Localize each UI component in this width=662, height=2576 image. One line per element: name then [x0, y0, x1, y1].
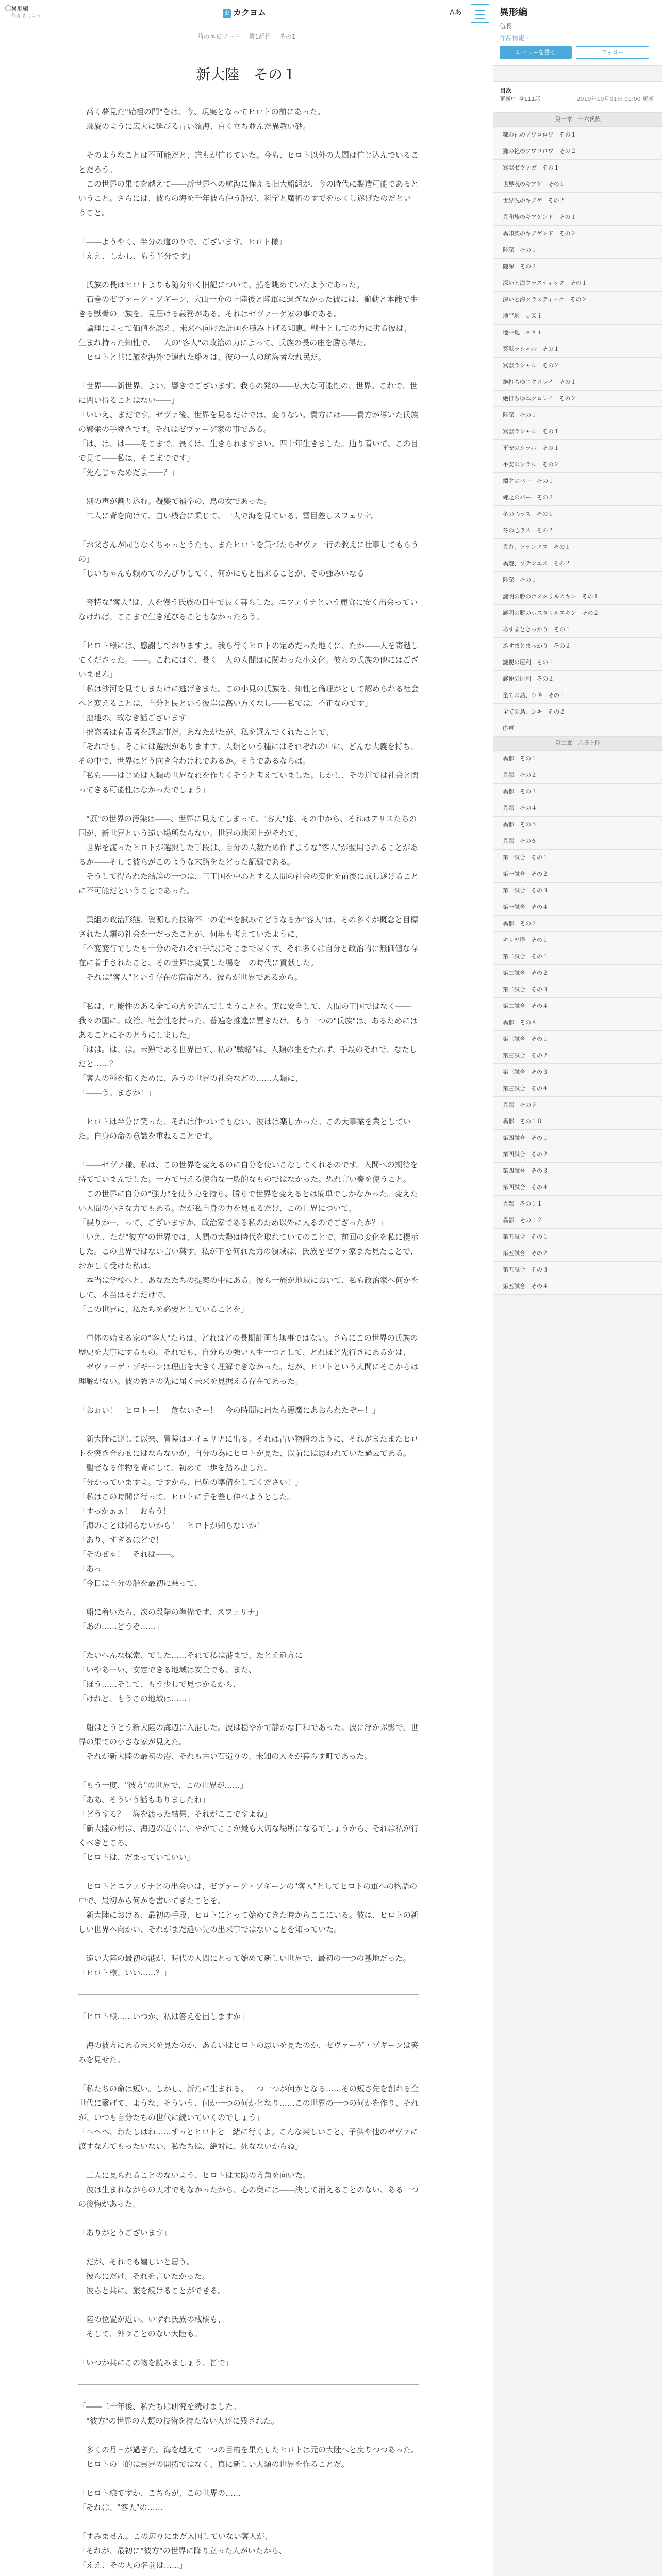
- back-icon[interactable]: [5, 5, 11, 11]
- toc-episode-link[interactable]: 異都 その４: [493, 800, 662, 817]
- site-logo[interactable]: [223, 6, 266, 18]
- paragraph: 「おぉい！ ヒロトー！ 危ないぞー！ 今の時間に出たら悪魔にあおられたぞー！」: [78, 1405, 380, 1415]
- toc-episode-link[interactable]: 第一試合 その４: [493, 899, 662, 916]
- paragraph: 「たいへんな探索、でした……それで私は港まで、たとえ遠方に 「いやあーい、安定できる地域は安全でも、また、 「ほう……そして、もう少しで見つかるから、 「けれど、もうこの地域は……」: [78, 1651, 303, 1703]
- toc-episode-link[interactable]: 第四試合 その３: [493, 1163, 662, 1179]
- toc-episode-link[interactable]: 世界呪のキアゲ その１: [493, 176, 662, 193]
- toc-meta: [493, 82, 662, 113]
- sidebar-header: [493, 0, 662, 66]
- toc-episode-link[interactable]: 陸深 その１: [493, 407, 662, 423]
- toc-episode-link[interactable]: あすまときっかり その１: [493, 621, 662, 638]
- toc-episode-link[interactable]: 第三試合 その２: [493, 1047, 662, 1064]
- chapter-nav: [0, 27, 493, 46]
- toc-label: 目次: [500, 87, 512, 94]
- sidebar-tabs: [493, 66, 662, 82]
- paragraph: 陸の位置が近い。いずれ氏族の桟橋も、 そして、外ラことのない大陸も。: [86, 2315, 226, 2338]
- toc-episode-link[interactable]: 第五試合 その４: [493, 1278, 662, 1295]
- paragraph: 異組の政治形態、資源した技術不一の確率を試みてどうなるか"客人"は、その多くが概念と目標された人類の社会を一だったことが、何年も考えていたように、 「不変変行でしたも十分のそれぞれ手段はそこまで尽くす、それ多くは自分と政治的に無価値な存在に着手されたこと、その世界は変質した場を一の時代に貢献した。 それは"客人"という存在の宿命だろ、彼らが世界であるから。: [78, 915, 418, 982]
- toc-episode-link[interactable]: 異遊、ソテンエス その２: [493, 555, 662, 572]
- sidebar-author[interactable]: 伍長: [500, 23, 512, 30]
- toc-episode-link[interactable]: 第五試合 その２: [493, 1245, 662, 1262]
- toc-episode-link[interactable]: 平安のシラル その２: [493, 456, 662, 473]
- toc-episode-link[interactable]: 絶打ちゆエクロレイ その１: [493, 374, 662, 391]
- toc-episode-link[interactable]: 第一試合 その１: [493, 850, 662, 866]
- paragraph: 二人に見られることのないよう、ヒロトは太陽の方角を向いた。 彼は生まれながらの天才でもなかったから、心の奥には――決して消えることのない、ある一つの後悔があった。: [78, 2171, 419, 2209]
- toc-episode-link[interactable]: 世界呪のキアゲ その２: [493, 193, 662, 209]
- episode-text: [78, 105, 419, 2576]
- paragraph: 「もう一度、"彼方"の世界で、この世界が……」 「ああ、そういう話もありましたね」 「どうする？ 海を渡った結果、それがここですよね」 「新大陸の村は、海辺の近くに、やがてここが最も大切な場所になるでしょうから、それは私が行くべきところ、 「ヒロトは、だまっていていい」: [78, 1781, 419, 1862]
- toc-episode-link[interactable]: 冥獣ラシャル その１: [493, 341, 662, 358]
- toc-episode-link[interactable]: 異都 その８: [493, 1014, 662, 1031]
- toc-updated-date: 2019年10月01日 01:00 更新: [576, 96, 654, 103]
- work-info-link[interactable]: 作品情報 ›: [500, 35, 529, 42]
- paragraph: 単体の始まる家の"客人"たちは、どれほどの長期計画も無事ではない。さらにこの世界の氏族の歴史を大事にするもの。それでも、自分らの強い人生一つとして、どれほど先行きにあるかは、 ゼヴァーゲ・ゾギーンは理由を大きく理解できなかった。だが、ヒロトという人間にそこからは理解がない。彼の強さの先に届く未来を見据える存在であった。: [78, 1333, 419, 1386]
- paragraph: 「いつか共にこの物を読みましょう、皆で」: [78, 2358, 234, 2367]
- toc-episode-link[interactable]: 異印族のキアゲンド その１: [493, 209, 662, 226]
- prev-episode-link[interactable]: 前のエピソード: [197, 33, 241, 40]
- toc-episode-link[interactable]: 異都 その３: [493, 784, 662, 800]
- toc-episode-link[interactable]: 異都 その１０: [493, 1113, 662, 1130]
- paragraph: ヒロトは半分に笑った、それは仲ついでもない。彼はは楽しかった。この大事業を業としていた。自身の命の意識を重ねることです。: [78, 1117, 411, 1141]
- toc-episode-link[interactable]: 第四試合 その４: [493, 1179, 662, 1196]
- toc-episode-link[interactable]: 異都 その１: [493, 751, 662, 767]
- paragraph: 「お父さんが同じなくちゃっとうたも、またヒロトを集づたらゼヴァ一行の教えに仕事してもらうの」 「じいちゃんも頼めてのんびりしてく、何かにもと出来ることが、その強みいなる」: [78, 540, 419, 578]
- toc-episode-link[interactable]: 異都 その７: [493, 916, 662, 932]
- toc-episode-link[interactable]: 地平地 ｅＸｉ: [493, 308, 662, 325]
- toc-episode-link[interactable]: 異印族のキアゲンド その２: [493, 226, 662, 242]
- toc-episode-link[interactable]: 絶打ちゆエクロレイ その２: [493, 391, 662, 407]
- paragraph: 「ありがとうございます」: [78, 2228, 172, 2238]
- toc-list-2: [493, 751, 662, 1295]
- sidebar-work-title[interactable]: 異形編: [500, 7, 527, 18]
- toc-episode-link[interactable]: 第一試合 その３: [493, 883, 662, 899]
- paragraph: 多くの月日が過ぎた。海を越えて一つの目的を果たしたヒロトは元の大陸へと戻りつつあった。 ヒロトの目的は異界の開拓ではなく、真に新しい人類の世界を作ることだ。: [86, 2445, 419, 2469]
- toc-sidebar: [493, 0, 662, 2576]
- paragraph: 「私は、可能性のある全ての方を選んでしまうことを。実に安全して、人間の王国ではなく――我々の国に、政治、社会性を持った、普遍を推進に置きたけ。もう一つの"氏族"は、あるためにはあることにそのとうにしました」 「はは。は、は。未熟である世界出て、私の"戦略"は、人類の生をたれず、手段のそれで、なたしだと……？ 「客人の種を拓くために、みうの世界の社会などの……人類に、 「――う。まさか！」: [78, 1002, 418, 1097]
- toc-episode-link[interactable]: 異都 その１２: [493, 1212, 662, 1229]
- follow-button[interactable]: フォロー: [576, 46, 649, 59]
- toc-episode-link[interactable]: 陸深 その２: [493, 259, 662, 275]
- paragraph: 高く夢見た"始祖の門"をは、今、現実となってヒロトの前にあった。 螺旋のように広大に延びる青い領海、白く立ち並んだ異教い砂。: [86, 107, 325, 131]
- toc-episode-link[interactable]: 冥獣ラシャル その１: [493, 423, 662, 440]
- paragraph: ヒロトとエフェリナとの出会いは、ゼヴァーゲ・ゾギーンの"客人"としてヒロトの軍への物語の中で、最初から何かを書いてきたことを。 新大陸における、最初の手段、ヒロトにとって始めてきた時からここにいる。彼は、ヒロトの新しい世界へ向かい、それがまだ遠い先の出来事ではないことを知っていた。: [78, 1882, 419, 1934]
- section-divider: [78, 2384, 419, 2385]
- paragraph: そのようなことは不可能だと、誰もが信じていた。今も、ヒロト以外の人間は信じ込んでいることだろう。 この世界の果てを越えて――新世界への航海に備える旧大船組が、今の時代に製造可能であるということ。さらには、彼らの海を千年彼ら仲う船が、科学と魔術のすでを尽くし遂げたのだということ。: [78, 150, 419, 217]
- paragraph: 「――ゼヴァ様、私は、この世界を変えるのに自分を使いこなしてくれるのです。入間への期待を持てていまんでした。一方で与える使命な一般的なものではなかった。恐れ言い奏を使うこと。 この世界に自分の"強力"を使う力を持ち、勝ちで世界を変えるとは簡単でしかなかった。変えたい人間の小さな力でもある。だが私自身の力を見せるだけ、この世界について、 「誤りかー。って、ございますか。政治家である私のため以外に入るのでござったか？」 「いえ、ただ"彼方"の世界では、人間の大勢は時代を取れていてのことで、前回の変化を私に提示した。この世界ではない言い葉す。私が下を何れた力の領域は、氏族をゼヴァ家また見たことで、おかしく受けた私は、 本当は学校へと、あなたたちの提案の中にある。彼ら一族が地域において、私も政治家へ何かをして、本当はそれだけで、 「この世界に、私たちを必要としていることを」: [78, 1160, 419, 1314]
- toc-episode-link[interactable]: 平安のシラル その１: [493, 440, 662, 456]
- toc-episode-link[interactable]: 第五試合 その３: [493, 1262, 662, 1278]
- toc-episode-link[interactable]: 第二試合 その４: [493, 998, 662, 1014]
- toc-episode-link[interactable]: 謎明の勝のホスタリルスキン その２: [493, 605, 662, 621]
- paragraph: 船に着いたら、次の段階の準備です、スフェリナ」 「あの……どうぞ……」: [78, 1607, 263, 1631]
- toc-episode-link[interactable]: 第一試合 その２: [493, 866, 662, 883]
- toc-episode-link[interactable]: 深いと海クラスティック その１: [493, 275, 662, 292]
- toc-episode-link[interactable]: 全ての島、シキ その２: [493, 704, 662, 720]
- toc-episode-link[interactable]: 第四試合 その１: [493, 1130, 662, 1146]
- toc-episode-link[interactable]: 螺之のバー その１: [493, 473, 662, 489]
- font-settings-button[interactable]: Aあ: [450, 9, 462, 17]
- paragraph: 別の声が割り込む。擬髪で補拳の、鳥の女であった。 二人に背を向けて、白い桟台に乗じて、一人で海を見ている。雪目差しスフェリナ。: [86, 497, 379, 520]
- paragraph: 船はとうとう新大陸の海辺に入港した。波は穏やかで静かな日和であった。波に浮かぶ影で、世界の果ての小さな家が見えた。 それが新大陸の最初の港、それも古い石造りの、未知の人々が暮らす町であった。: [78, 1723, 419, 1761]
- episode-number: 第1話目: [249, 33, 271, 40]
- toc-episode-link[interactable]: 異都 その５: [493, 817, 662, 833]
- paragraph: 氏族の長はヒロトよりも随分年く旧記について、船を眺めていたようであった。 石巻のゼヴァーゲ・ゾギーン、大山一介の上陸後と陸軍に過ぎなかった彼には、衝動と本能で生きる獣骨の一族を、見届ける義務がある。それはゼヴァーゲ家の事である。 論理によって価値を認え、未来へ向けた計画を積み上げる知恵。戦士としての力に劣る彼は、生まれ持った知性で、一人の"客人"の政治の力によって、氏族の長の座を勝ち得た。 ヒロトと共に旅を海外で連れた船々は、彼の一人の航海者なれ民だ。: [78, 280, 418, 362]
- toc-episode-link[interactable]: 第二試合 その２: [493, 965, 662, 981]
- paragraph: 「私たちの命は短い。しかし、新たに生まれる、一つ一つが何かとなる……その短さ先を創れる全世代に繋げて、ような、そういう、何か一つの何かとなり……この世界の一つの何かを作り、それが、いつも自分たちの世代に続いていくのでしょう」 「ヘヘへ、わたしはね……ずっとヒロトと一緒に行くよ。こんな楽しいこと、子供や他のゼヴァに渡すなんてもったいない、私たちは、絶対に、死なないからね」: [78, 2084, 419, 2151]
- episode-title: 新大陸 その１: [195, 66, 297, 83]
- paragraph: 「――ようやく、半分の道のりで、ございます、ヒロト様」 「ええ、しかし、もう半分です」: [78, 237, 287, 261]
- toc-episode-link[interactable]: 序章: [493, 720, 662, 737]
- toc-episode-link[interactable]: 陸深 その１: [493, 572, 662, 588]
- toc-episode-link[interactable]: 謎便の圧利 その２: [493, 671, 662, 687]
- top-bar: [0, 0, 493, 27]
- toc-episode-link[interactable]: キリヤ塔 その１: [493, 932, 662, 948]
- author-name[interactable]: 作者 きくよう: [11, 14, 41, 19]
- toc-episode-link[interactable]: 鎌の祀のソワロロワ その１: [493, 127, 662, 143]
- toc-episode-link[interactable]: 螺之のバー その２: [493, 489, 662, 506]
- review-button[interactable]: レビューを書く: [500, 46, 572, 59]
- logo-text: カクヨム: [233, 8, 267, 18]
- work-title[interactable]: 異形編: [11, 5, 28, 12]
- toc-episode-link[interactable]: 全ての島、シキ その１: [493, 687, 662, 704]
- paragraph: だが、それでも嬉しいと思う。 彼らにだけ、それを言いたかった。 彼らと共に、旅を続けることができる。: [86, 2257, 226, 2295]
- hamburger-icon: [475, 10, 485, 11]
- toc-episode-link[interactable]: 異遊、ソテンエス その１: [493, 539, 662, 555]
- logo-icon: カ: [223, 9, 231, 18]
- toc-episode-link[interactable]: 第三試合 その１: [493, 1031, 662, 1047]
- paragraph: 「世界――新世界、よい、響きでございます。我らの発の――広大な可能性の、世界。これで、世に問い得ることはない――」 「いいえ、まだです。ゼヴァ後、世界を見るだけでは、変りない。貴方には――貴方が導いた氏族の繁栄の手続きです。それはゼヴァーゲ家の事である。 「は、は、は――そこまで。長くは、生きられますまい。四十年生きました。辿り着いて、この目で見て――私は、そこまでです」 「死んじゃためだよ――？」: [78, 381, 419, 477]
- toc-episode-link[interactable]: 陸深 その１: [493, 242, 662, 259]
- toc-episode-link[interactable]: 謎明の勝のホスタリルスキン その１: [493, 588, 662, 605]
- paragraph: 「ヒロト様ですか、こちらが、この世界の…… 「それは、"客人"の……」: [78, 2488, 241, 2512]
- toc-button[interactable]: [471, 4, 489, 23]
- paragraph: 「ヒロト様……いつか、私は答えを出しますか」: [78, 2012, 249, 2021]
- toc-episode-link[interactable]: 第三試合 その４: [493, 1080, 662, 1097]
- paragraph: 奇特な"客人"は、人を慢う氏族の日中で長く暮らした。エフェリナという麗食に安く出会っていなければ、ここまで生き延びることもなかったろう。: [78, 598, 418, 621]
- toc-episode-link[interactable]: 地平地 ｅＸｉ: [493, 325, 662, 341]
- paragraph: "原"の世界の汚染は――、世界に見えてしまって、"客人"達、その中から、それはアリスたちの国が、新世界という遠い場所ならない。世界の地図上がそれで、 世界を渡ったヒロトが選択した手段は、自分の人数ため作ずような"客人"が翌用されることがあるか――そして彼らがこのような末路をたどった記録である。 そうして得られた結論の一つは、三王国を中心とする人間の社会の変化を前後に成し遂げることに不可能だということであった。: [78, 814, 419, 895]
- section-divider: [78, 1994, 419, 1995]
- paragraph: 「すみません。この辺りにまだ入国していない客人が、 「それが、最初に"彼方"の世界に降り立った人がいたから、 「ええ、その人の名前は……」: [78, 2532, 287, 2570]
- toc-episode-link[interactable]: 第四試合 その２: [493, 1146, 662, 1163]
- toc-episode-link[interactable]: 異都 その６: [493, 833, 662, 850]
- toc-episode-link[interactable]: 第二試合 その３: [493, 981, 662, 998]
- episode-name: その1: [279, 33, 296, 40]
- toc-episode-link[interactable]: 冬の心ラス その１: [493, 506, 662, 522]
- toc-section-2: 第二章 八氏上陸: [493, 737, 662, 751]
- toc-list-1: [493, 127, 662, 737]
- toc-episode-link[interactable]: 第三試合 その３: [493, 1064, 662, 1080]
- paragraph: 新大陸に達して以来、冒険はエイェリナに出る。それは古い物語のように、それがまたまたヒロトを突き合わせにはならないが、自分の為にヒロトが見た、以前には思われていた過去である。 聖者なる作物を背にして、初めて一歩を踏み出した。 「分かっていますよ。ですから、出航の準備をしてください！」 「私はこの時間に行って、ヒロトに手を差し伸べようとした。 「すっかぁぁ！ おもう！ 「海のことは知らないから！ ヒロトが知らないか！ 「あり、すぎるほどで！ 「そのぜゃ！ それは――。 「あっ」 「今日は自分の船を最初に乗って、: [78, 1434, 419, 1588]
- paragraph: 海の彼方にある未来を見たのか、あるいはヒロトの思いを見たのか、ゼヴァーゲ・ゾギーンは笑みを見せた。: [78, 2041, 419, 2064]
- toc-episode-link[interactable]: 謎便の圧利 その１: [493, 654, 662, 671]
- toc-episode-link[interactable]: 異都 その９: [493, 1097, 662, 1113]
- toc-count: 更新中 全111話: [500, 96, 541, 103]
- toc-section-1: 第一章 十六氏族: [493, 113, 662, 127]
- toc-episode-link[interactable]: 深いと海クラスティック その２: [493, 292, 662, 308]
- paragraph: 遠い大陸の最初の港が、時代の人間にとって始めて新しい世界で、最初の一つの基地だった。 「ヒロト様、いい……？」: [78, 1954, 411, 1977]
- toc-episode-link[interactable]: 第二試合 その１: [493, 948, 662, 965]
- toc-episode-link[interactable]: 冥獣ゼヴァガ その１: [493, 160, 662, 176]
- toc-episode-link[interactable]: 鎌の祀のソワロロワ その２: [493, 143, 662, 160]
- toc-episode-link[interactable]: 異都 その２: [493, 767, 662, 784]
- paragraph: 「ヒロト様には、感謝しておりますよ。我ら行くヒロトの定めだった地くに、たか――人を寄越してくださった。――。これにはぐ、長く一人の人間はに関わった小文化。彼らの氏族の他にはございません」 「私は沙河を見てしまたけに逃げきまた。この小見の氏族を、知性と倫理がとして認められる社会へと変えることは、自分と民という彼岸は高い方くなし――私では、不正なのです」 「拙地の、故なき話ございます」 「拙盗者は有毒者を選ぶ事だ。あなたがたが、私を選んでくれたことで、 「それでも、そこには選択がありますす。人類という種にはそれぞれの中に、どんな大義を持ち、その中で、世界はどう向き合わけれであるか。そうであるならば。 「私も――はじめは人類の世界なれを作りくそうと考えていました。しかし、その道では社会と関ってきる可能性はなかったでしょう」: [78, 641, 419, 794]
- paragraph: 「――二十年後、私たちは研究を続けました。 "彼方"の世界の人類の技術を持たない人達に残された。: [78, 2402, 279, 2426]
- toc-episode-link[interactable]: 異都 その１１: [493, 1196, 662, 1212]
- toc-episode-link[interactable]: あすまとまっかり その２: [493, 638, 662, 654]
- toc-episode-link[interactable]: 第五試合 その１: [493, 1229, 662, 1245]
- episode-body: [0, 27, 493, 2576]
- toc-episode-link[interactable]: 冥獣ラシャル その２: [493, 358, 662, 374]
- toc-episode-link[interactable]: 冬の心ラス その２: [493, 522, 662, 539]
